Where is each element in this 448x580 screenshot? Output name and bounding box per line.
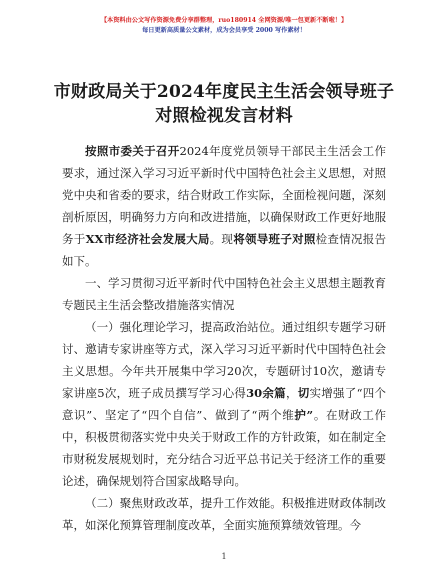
intro-text-b: 2024年度党员领导干部民主生活会工作要求，通过深入学习习近平新时代中国特色社会主义思想，对照党中央和省委的要求，结合财政工作实际，全面检视问题，深刻剖析原因，明确努力方向和改进措施，以确保财政工作更好地服务于 — [62, 144, 386, 246]
banner-line-promo: 【本资料由公文写作资源免费分享群整理，ruo180914 全网资源/唯一包更新不断啦！】 — [100, 17, 348, 24]
intro-paragraph — [62, 140, 386, 272]
intro-text-f: 检查情况报告如下。 — [62, 232, 387, 268]
document-title: 市财政局关于2024年度民主生活会领导班子对照检视发言材料 — [53, 82, 395, 126]
para1-text-d: 切 — [297, 386, 310, 400]
para1-text-f: 护” — [294, 408, 314, 422]
para1-text-b: 30余篇 — [246, 386, 286, 400]
para1-text-g: 。在财政工作中，积极贯彻落实党中央关于财政工作的方针政策，如在制定全市财税发展规划时，充分结合习近平总书记关于经济工作的重要论述，确保规划符合国家战略导向。 — [62, 408, 387, 488]
paragraph-theory-study — [62, 316, 386, 492]
intro-text-a: 按照市委关于召开 — [85, 144, 180, 158]
intro-text-c: XX市经济社会发展大局 — [85, 232, 210, 246]
paragraph-fiscal-reform: （二）聚焦财政改革，提升工作效能。积极推进财政体制改革，如深化预算管理制度改革，全面实施预算绩效管理。今 — [62, 496, 386, 532]
para1-text-c: ， — [285, 386, 298, 400]
document-body — [62, 140, 386, 536]
page-number: 1 — [221, 552, 227, 561]
intro-text-d: 。现 — [209, 232, 234, 246]
section-heading-1: 一、学习贯彻习近平新时代中国特色社会主义思想主题教育专题民主生活会整改措施落实情况 — [62, 276, 386, 312]
banner-line-membership: 每日更新高质量公文素材，成为会员享受 2000 写作素材！ — [142, 27, 306, 34]
header-banner — [0, 16, 448, 36]
para1-text-a: （一）强化理论学习，提高政治站位。通过组织专题学习研讨、邀请专家讲座等方式，深入学习习近平新时代中国特色社会主义思想。今年共开展集中学习20次，专题研讨10次，邀请专家讲座5次，班子成员撰写学习心得 — [62, 320, 386, 400]
intro-text-e: 将领导班子对照 — [233, 232, 316, 246]
para1-text-e: 实增强了“四个意识”、坚定了“四个自信”、做到了“两个维 — [62, 386, 386, 422]
